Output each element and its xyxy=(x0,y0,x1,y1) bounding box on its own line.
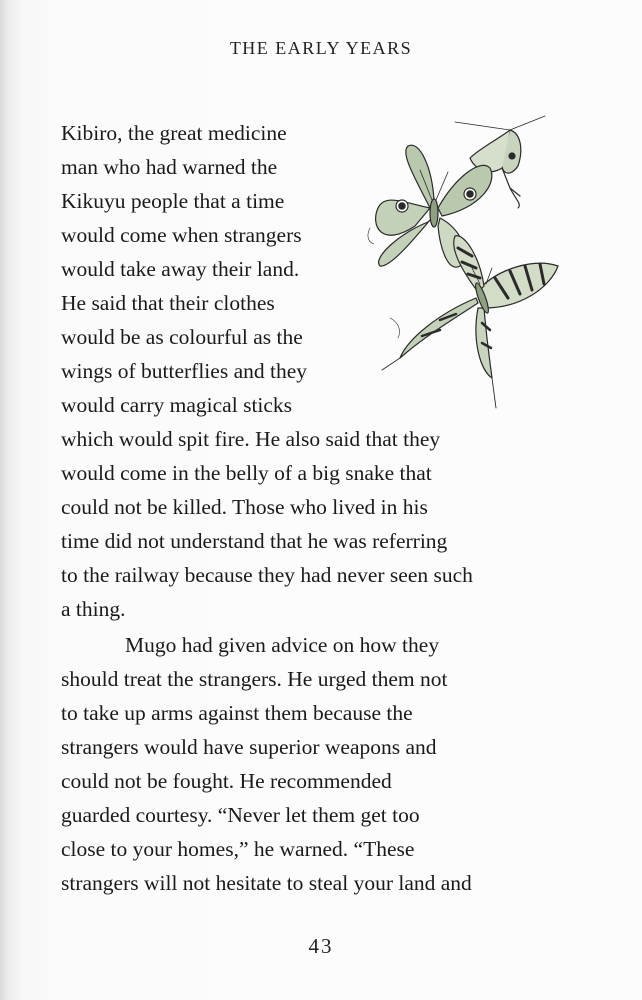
text-line: Kikuyu people that a time xyxy=(61,189,285,213)
running-head: THE EARLY YEARS xyxy=(229,38,413,58)
text-line: to the railway because they had never seen such xyxy=(61,563,473,587)
text-line: guarded courtesy. “Never let them get too xyxy=(61,803,420,827)
text-line: time did not understand that he was referring xyxy=(61,529,448,553)
text-line: man who had warned the xyxy=(61,155,278,179)
text-line: strangers will not hesitate to steal your land and xyxy=(61,871,472,895)
text-line: to take up arms against them because the xyxy=(61,701,413,725)
text-line: which would spit fire. He also said that they xyxy=(61,427,441,451)
text-line-indent: Mugo had given advice on how they xyxy=(125,633,440,657)
page-number: 43 xyxy=(308,934,334,958)
text-line: could not be killed. Those who lived in his xyxy=(61,495,428,519)
text-line: could not be fought. He recommended xyxy=(61,769,392,793)
text-line: would take away their land. xyxy=(61,257,300,281)
text-line: would carry magical sticks xyxy=(61,393,293,417)
text-line: would come in the belly of a big snake that xyxy=(61,461,432,485)
text-line: would come when strangers xyxy=(61,223,302,247)
text-line: wings of butterflies and they xyxy=(61,359,308,383)
text-line: close to your homes,” he warned. “These xyxy=(61,837,415,861)
text-line: strangers would have superior weapons and xyxy=(61,735,437,759)
text-line: should treat the strangers. He urged them not xyxy=(61,667,448,691)
text-line: would be as colourful as the xyxy=(61,325,303,349)
text-line: He said that their clothes xyxy=(61,291,275,315)
text-line: a thing. xyxy=(61,597,126,621)
text-line: Kibiro, the great medicine xyxy=(61,121,287,145)
butterflies-illustration xyxy=(360,108,565,413)
